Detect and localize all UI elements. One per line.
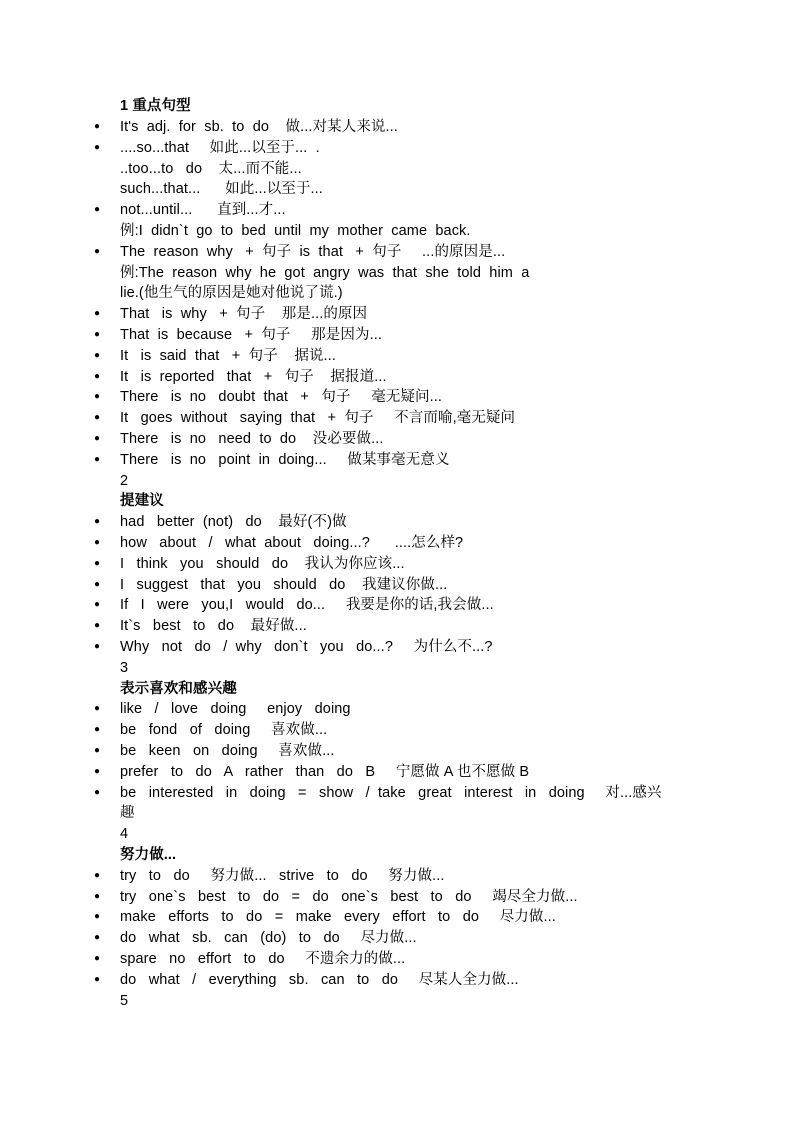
list-item: had better (not) do 最好(不)做 <box>120 514 347 530</box>
list-item: I think you should do 我认为你应该... <box>120 556 405 572</box>
bullet-icon: ● <box>94 308 101 319</box>
bullet-icon: ● <box>94 537 101 548</box>
bullet-icon: ● <box>94 620 101 631</box>
list-item: do what sb. can (do) to do 尽力做... <box>120 930 417 946</box>
list-item: like / love doing enjoy doing <box>120 701 351 717</box>
bullet-icon: ● <box>94 703 101 714</box>
section-5-number: 5 <box>120 993 129 1009</box>
bullet-icon: ● <box>94 142 101 153</box>
bullet-icon: ● <box>94 891 101 902</box>
list-item: That is why + 句子 那是...的原因 <box>120 306 368 322</box>
section-2-number: 2 <box>120 473 129 489</box>
list-item: do what / everything sb. can to do 尽某人全力做... <box>120 972 519 988</box>
list-item: There is no point in doing... 做某事毫无意义 <box>120 452 450 468</box>
list-item: Why not do / why don`t you do...? 为什么不...? <box>120 639 493 655</box>
section-3-number: 3 <box>120 660 129 676</box>
bullet-icon: ● <box>94 641 101 652</box>
bullet-icon: ● <box>94 870 101 881</box>
bullet-icon: ● <box>94 787 101 798</box>
bullet-icon: ● <box>94 433 101 444</box>
section-2-title: 提建议 <box>120 493 164 509</box>
list-item: try one`s best to do = do one`s best to do 竭尽全力做... <box>120 889 578 905</box>
list-item-example: 例:I didn`t go to bed until my mother came back. <box>120 223 471 239</box>
bullet-icon: ● <box>94 412 101 423</box>
list-item: make efforts to do = make every effort to do 尽力做... <box>120 909 556 925</box>
section-1-number: 1 <box>120 98 129 114</box>
list-item: be fond of doing 喜欢做... <box>120 722 328 738</box>
bullet-icon: ● <box>94 329 101 340</box>
bullet-icon: ● <box>94 391 101 402</box>
bullet-icon: ● <box>94 599 101 610</box>
list-item-continuation: such...that... 如此...以至于... <box>120 181 323 197</box>
section-4-number: 4 <box>120 826 129 842</box>
section-3-title: 表示喜欢和感兴趣 <box>120 681 237 697</box>
list-item: It's adj. for sb. to do 做...对某人来说... <box>120 119 398 135</box>
bullet-icon: ● <box>94 911 101 922</box>
bullet-icon: ● <box>94 932 101 943</box>
list-item: be keen on doing 喜欢做... <box>120 743 335 759</box>
list-item: not...until... 直到...才... <box>120 202 286 218</box>
bullet-icon: ● <box>94 579 101 590</box>
list-item: It is reported that + 句子 据报道... <box>120 369 387 385</box>
bullet-icon: ● <box>94 745 101 756</box>
bullet-icon: ● <box>94 454 101 465</box>
list-item: spare no effort to do 不遗余力的做... <box>120 951 406 967</box>
list-item: If I were you,I would do... 我要是你的话,我会做... <box>120 597 494 613</box>
list-item: ....so...that 如此...以至于... . <box>120 140 320 156</box>
list-item: how about / what about doing...? ....怎么样? <box>120 535 464 551</box>
bullet-icon: ● <box>94 371 101 382</box>
list-item: The reason why + 句子 is that + 句子 ...的原因是... <box>120 244 506 260</box>
list-item-continuation: 趣 <box>120 805 135 821</box>
list-item-continuation: ..too...to do 太...而不能... <box>120 161 302 177</box>
bullet-icon: ● <box>94 246 101 257</box>
list-item: That is because + 句子 那是因为... <box>120 327 382 343</box>
bullet-icon: ● <box>94 724 101 735</box>
list-item: It`s best to do 最好做... <box>120 618 307 634</box>
list-item: I suggest that you should do 我建议你做... <box>120 577 448 593</box>
bullet-icon: ● <box>94 974 101 985</box>
bullet-icon: ● <box>94 953 101 964</box>
list-item: There is no doubt that + 句子 毫无疑问... <box>120 389 443 405</box>
section-1-title: 重点句型 <box>132 98 191 114</box>
list-item-example: lie.(他生气的原因是她对他说了谎.) <box>120 285 343 301</box>
list-item: It goes without saying that + 句子 不言而喻,毫无疑问 <box>120 410 516 426</box>
bullet-icon: ● <box>94 766 101 777</box>
list-item: It is said that + 句子 据说... <box>120 348 336 364</box>
bullet-icon: ● <box>94 516 101 527</box>
section-1-heading <box>120 96 191 116</box>
list-item: try to do 努力做... strive to do 努力做... <box>120 868 445 884</box>
bullet-icon: ● <box>94 350 101 361</box>
list-item-example: 例:The reason why he got angry was that she told him a <box>120 265 530 281</box>
bullet-icon: ● <box>94 121 101 132</box>
list-item: prefer to do A rather than do B 宁愿做 A 也不愿做 B <box>120 764 530 780</box>
list-item: There is no need to do 没必要做... <box>120 431 384 447</box>
bullet-icon: ● <box>94 204 101 215</box>
bullet-icon: ● <box>94 558 101 569</box>
list-item: be interested in doing = show / take great interest in doing 对...感兴 <box>120 785 662 801</box>
section-4-title: 努力做... <box>120 847 177 863</box>
